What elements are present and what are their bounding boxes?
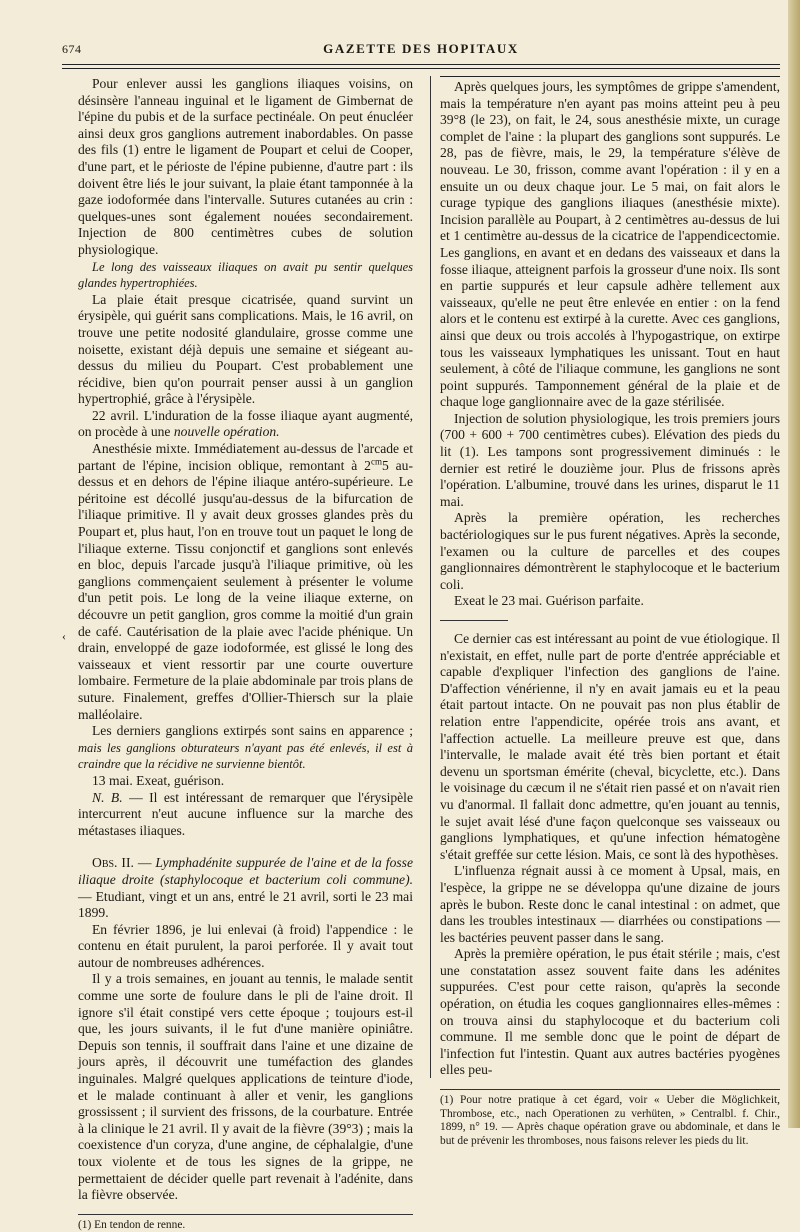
paragraph bbox=[78, 408, 413, 441]
paragraph: Injection de solution physiologique, les trois premiers jours (700 + 600 + 700 centimètres cubes). Elévation des pieds du lit (1). Les tampons sont progressivement diminués : le dernier est retiré le douzième jour. Plus de frissons après l'opération. L'albumine, trouvé dans les urines, disparut le 11 mai. bbox=[440, 410, 780, 509]
italic-note: Le long des vaisseaux iliaques on avait pu sentir quelques glandes hypertrophiées. bbox=[78, 259, 413, 291]
text-span: — bbox=[133, 855, 156, 871]
nota-bene: N. B. bbox=[92, 789, 123, 805]
observation-title: Lymphadénite suppurée de l'aine et de la fosse iliaque droite (staphylocoque et bacterium coli commune). bbox=[78, 855, 413, 887]
superscript: cm bbox=[370, 456, 382, 467]
paragraph: En février 1896, je lui enlevai (à froid) l'appendice : le contenu en était purulent, la paroi perforée. Il y avait tout autour de nombreuses adhérences. bbox=[78, 921, 413, 970]
margin-mark: ‹ bbox=[62, 629, 66, 643]
header-rule-top bbox=[62, 64, 780, 65]
header-rule-bottom bbox=[62, 68, 780, 69]
column-top-rule bbox=[440, 76, 780, 77]
paragraph: La plaie était presque cicatrisée, quand survint un érysipèle, qui guérit sans complications. Mais, le 16 avril, on trouve une petite nodosité glandulaire, grosse comme une noisette, existant déjà depuis une semaine et siégeant au-dessus du milieu du Poupart. C'est probablement une récidive, bien qu'on pourrait penser aussi à un ganglion hypertrophié, grâce à l'érysipèle. bbox=[78, 291, 413, 407]
paragraph: Après la première opération, les recherches bactériologiques sur le pus furent négatives. Après la seconde, l'examen ou la culture de parcelles et des coupes ganglionnaires démontrèrent le staphylocoque et le bacterium coli. bbox=[440, 510, 780, 592]
observation-label: Obs. II. bbox=[92, 855, 134, 871]
paragraph: Il y a trois semaines, en jouant au tennis, le malade sentit comme une sorte de foulure dans le pli de l'aine droit. Il ignore s'il était constipé vers cette époque ; toujours est-il que, les jours suivants, il le fut d'une manière opiniâtre. Depuis son tennis, il souffrait dans l'aine et une dizaine de jours après, il découvrit une tuméfaction des glandes inguinales. Malgré quelques applications de teinture d'iode, et le malade continuant à aller et venir, les ganglions grossissent ; il survient des frissons, de la courbature. Entrée à la clinique le 21 avril. Il y avait de la fièvre (39°3) ; mais la coexistence d'un coryza, d'une angine, de céphalalgie, d'une toux violente et de tous les signes de la grippe, ne permettaient de décider quelle part revenait à l'adénite, dans la fièvre observée. bbox=[78, 971, 413, 1203]
footnote: (1) Pour notre pratique à cet égard, voir « Ueber die Möglichkeit, Thrombose, etc., nach Operationen zu verhüten, » Centralbl. f. Chir., 1899, n° 19. — Après chaque opération grave ou abdominale, et dans le but de prévenir les thromboses, nous faisons relever les pieds du lit. bbox=[440, 1094, 780, 1147]
running-header bbox=[62, 38, 780, 62]
footnote-rule bbox=[440, 1089, 780, 1090]
paragraph: Ce dernier cas est intéressant au point de vue étiologique. Il n'existait, en effet, nulle part de porte d'entrée appréciable et capable d'expliquer l'infection des ganglions de l'aine. D'affection vénérienne, il n'y en avait jamais eu et la peau était partout intacte. On ne pouvait pas non plus établir de relation entre l'appendicite, opérée trois ans avant, et l'affection actuelle. La meilleure preuve est que, dans l'intervalle, le malade avait été très bien portant et était devenu un sportsman émérite (cheval, bicyclette, etc.). Dans le voisinage du cæcum il ne s'était rien passé et on n'avait rien vu d'anormal. Il fallait donc admettre, qu'en jouant au tennis, le sujet avait lésé d'une façon quelconque ses vaisseaux ou ganglions lymphatiques, et qu'une infection hématogène s'était greffée sur cette lésion. Mais, ce sont là des hypothèses. bbox=[440, 631, 780, 862]
footnote-rule bbox=[78, 1214, 413, 1215]
page-edge bbox=[788, 0, 800, 1128]
paragraph bbox=[78, 790, 413, 840]
journal-title: GAZETTE DES HOPITAUX bbox=[323, 41, 519, 56]
text-span: 22 avril. L'induration de la fosse iliaque ayant augmenté, on procède à une bbox=[78, 407, 413, 440]
italic-text: nouvelle opération. bbox=[173, 424, 280, 440]
right-column bbox=[440, 76, 780, 1148]
footnote: (1) En tendon de renne. bbox=[78, 1218, 186, 1231]
text-span: Anesthésie mixte. Immédiatement au-dessus de l'arcade et partant de l'épine, incision oblique, remontant à 2 bbox=[78, 441, 413, 473]
paragraph bbox=[78, 441, 413, 723]
page-number: 674 bbox=[62, 42, 82, 56]
text-span: — Etudiant, vingt et un ans, entré le 21 avril, sorti le 23 mai 1899. bbox=[78, 888, 413, 921]
paragraph: 13 mai. Exeat, guérison. bbox=[92, 772, 225, 788]
paragraph bbox=[78, 723, 413, 773]
paragraph: Après la première opération, le pus était stérile ; mais, c'est une constatation assez souvent faite dans les adénites suppurées. C'est pour cette raison, qu'après la seconde opération, on étudia les coques ganglionnaires elles-mêmes : on trouva ainsi du staphylocoque et du bacterium coli commune. Il me semble donc que le point de départ de l'infection fut l'intestin. Quant aux autres bactéries pyogènes elles peu- bbox=[440, 946, 780, 1078]
paragraph: Pour enlever aussi les ganglions iliaques voisins, on désinsère l'anneau inguinal et le ligament de Gimbernat de l'épine du pubis et de la surface pectinéale. On peut énucléer ainsi deux gros ganglions autrement inabordables. On passe des fils (1) entre le ligament de Poupart et celui de Cooper, d'une part, et le périoste de l'épine pubienne, d'autre part : ils doivent être liés le jour suivant, la plaie étant tamponnée à la gaze iodoformée dans l'intervalle. Sutures cutanées au crin : quelques-unes sont également nouées secondairement. Injection de 800 centimètres cubes de solution physiologique. bbox=[78, 76, 413, 257]
text-span: Les derniers ganglions extirpés sont sains en apparence ; bbox=[92, 723, 413, 739]
italic-text: mais les ganglions obturateurs n'ayant pas été enlevés, il est à craindre que la récidive ne survienne bientôt. bbox=[78, 740, 413, 772]
left-column bbox=[78, 76, 413, 1232]
text-span: 5 au-dessus et en dehors de l'épine iliaque antéro-supérieure. Le péritoine est décollé jusqu'au-dessus de la bifurcation de l'iliaque primitive. Il y avait deux grosses glandes près du Poupart et, plus haut, l'on en trouve tout un paquet le long de l'iliaque externe. Tissu conjonctif et ganglions sont enlevés en bloc, depuis l'arcade jusqu'à l'iliaque primitive, où les ganglions commençaient seulement à présenter le volume d'un petit pois. Le long de la veine iliaque externe, on découvre un petit ganglion, gros comme la moitié d'un grain de café. Cautérisation de la plaie avec l'acide phénique. Un drain, enveloppé de gaze iodoformée, est glissé le long des vaisseaux et vient ressortir par une courte ouverture lombaire. Fermeture de la plaie abdominale par trois plans de suture. Finalement, greffes d'Ollier-Thiersch sur la plaie malléolaire. bbox=[78, 457, 413, 722]
paragraph: Après quelques jours, les symptômes de grippe s'amendent, mais la température n'en ayant pas moins atteint peu à peu 39°8 (le 23), on fait, le 24, sous anesthésie mixte, un curage complet de l'aine : la plupart des ganglions sont suppurés. Le 28, pas de fièvre, mais, le 29, la température s'élève de nouveau. Le 30, frisson, comme avant l'opération : il y en a ensuite un ou deux chaque jour. Le 5 mai, on fait alors le curage typique des ganglions iliaques (anesthésie mixte). Incision parallèle au Poupart, à 2 centimètres au-dessus de lui et 1 centimètre au-dessus de la cicatrice de l'appendicectomie. Les ganglions, en avant et en dedans des vaisseaux et dans la fosse iliaque, atteignent parfois la grosseur d'une noix. Ils sont en partie suppurés et leur capsule adhère tellement aux vaisseaux, qu'elle ne peut être enlevée en entier : on la fend alors et le contenu est extirpé à la curette. Avec ces ganglions, ainsi que deux ou trois accolés à l'hypogastrique, on extirpe tous les vaisseaux lymphatiques les unissant. Tout en haut seulement, à côté de l'iliaque commune, les ganglions ne sont point suppurés. Tamponnement général de la plaie et de chaque loge ganglionnaire avec de la gaze stérilisée. bbox=[440, 79, 780, 410]
column-divider bbox=[430, 76, 431, 1078]
paragraph: L'influenza régnait aussi à ce moment à Upsal, mais, en l'espèce, la grippe ne se développa qu'une dizaine de jours après le bubon. Reste donc le canal intestinal : on admet, que dans les troubles intestinaux — diarrhées ou constipations — les bactéries peuvent passer dans le sang. bbox=[440, 863, 780, 945]
text-span: — Il est intéressant de remarquer que l'érysipèle intercurrent n'eut aucune influence sur la marche des métastases iliaques. bbox=[78, 789, 413, 838]
observation-heading bbox=[78, 855, 413, 921]
paragraph: Exeat le 23 mai. Guérison parfaite. bbox=[454, 593, 644, 609]
section-rule bbox=[440, 620, 508, 621]
